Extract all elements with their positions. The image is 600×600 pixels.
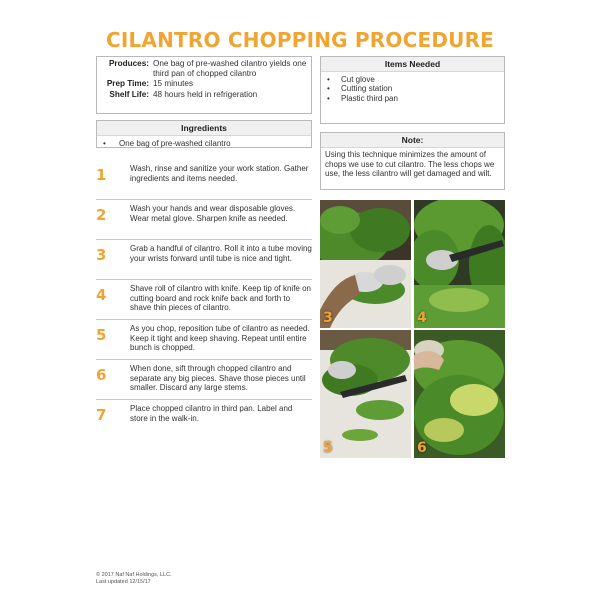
steps-list [96, 160, 312, 440]
step-number: 5 [96, 326, 107, 344]
step-text: Shave roll of cilantro with knife. Keep tip of knife on cutting board and rock knife back and forth to shave thin pieces of cilantro. [130, 284, 311, 313]
step-4-photo [414, 200, 505, 328]
photo-number: 5 [323, 440, 333, 456]
copyright-text: © 2017 Naf Naf Holdings, LLC. [96, 572, 172, 578]
items-needed-heading: Items Needed [321, 57, 504, 72]
shelf-life-value: 48 hours held in refrigeration [153, 89, 258, 99]
step-6-photo [414, 330, 505, 458]
page-title: CILANTRO CHOPPING PROCEDURE [105, 28, 495, 52]
bullet: • [327, 75, 330, 84]
prep-time-value: 15 minutes [153, 79, 194, 89]
shaving-cilantro-illustration [414, 200, 505, 328]
last-updated-text: Last updated 12/15/17 [96, 579, 151, 585]
step-5-photo [320, 330, 411, 458]
step-number: 1 [96, 166, 107, 184]
bullet: • [103, 139, 106, 148]
bullet: • [327, 93, 330, 103]
items-needed-box [320, 56, 505, 124]
step-3-photo [320, 200, 411, 328]
step-row [96, 320, 312, 360]
step-row [96, 160, 312, 200]
step-number: 6 [96, 366, 107, 384]
sifting-cilantro-illustration [414, 330, 505, 458]
list-item [103, 139, 305, 148]
list-item [327, 94, 498, 103]
photo-number: 4 [417, 310, 427, 326]
step-text: When done, sift through chopped cilantro and separate any big pieces. Shave those pieces until smaller. Discard any large stems. [130, 364, 306, 393]
bullet: • [327, 84, 330, 94]
step-number: 7 [96, 406, 107, 424]
items-needed-list [321, 72, 504, 106]
ingredients-heading: Ingredients [97, 121, 311, 136]
prep-time-label: Prep Time: [106, 79, 149, 89]
list-item [327, 75, 498, 84]
shelf-life-label: Shelf Life: [109, 89, 149, 99]
ingredients-list [97, 136, 311, 151]
step-row [96, 360, 312, 400]
note-text: Using this technique minimizes the amount of chops we use to cut cilantro. The less chops we use, the less cilantro will get damaged and wilt. [325, 150, 495, 179]
note-box [320, 132, 505, 190]
step-text: Wash your hands and wear disposable gloves. Wear metal glove. Sharpen knife as needed. [130, 204, 296, 223]
produces-value: One bag of pre-washed cilantro yields one third pan of chopped cilantro [153, 59, 307, 78]
repositioning-cilantro-illustration [320, 330, 411, 458]
photo-number: 3 [323, 310, 333, 326]
note-heading: Note: [321, 133, 504, 148]
step-text: Wash, rinse and sanitize your work station. Gather ingredients and items needed. [130, 164, 309, 183]
ingredients-box [96, 120, 312, 148]
step-row [96, 280, 312, 320]
recipe-info-box [96, 56, 312, 114]
step-text: Grab a handful of cilantro. Roll it into a tube moving your wrists forward until tube is nice and tight. [130, 244, 312, 263]
step-row [96, 200, 312, 240]
item-text: Plastic third pan [341, 93, 398, 103]
step-row [96, 240, 312, 280]
step-text: As you chop, reposition tube of cilantro as needed. Keep it tight and keep shaving. Repeat until entire bunch is chopped. [130, 324, 310, 353]
step-text: Place chopped cilantro in third pan. Label and store in the walk-in. [130, 404, 293, 423]
rolling-cilantro-illustration [320, 200, 411, 328]
item-text: Cutting station [341, 84, 393, 94]
produces-label: Produces: [108, 59, 149, 68]
shelf-life-row [101, 90, 307, 100]
list-item [327, 84, 498, 93]
prep-time-row [101, 79, 307, 89]
step-number: 2 [96, 206, 107, 224]
step-number: 3 [96, 246, 107, 264]
item-text: Cut glove [341, 75, 375, 84]
ingredient-text: One bag of pre-washed cilantro [119, 139, 231, 148]
step-row [96, 400, 312, 440]
footer [96, 572, 172, 586]
photo-number: 6 [417, 440, 427, 456]
produces-row [101, 59, 307, 78]
step-number: 4 [96, 286, 107, 304]
